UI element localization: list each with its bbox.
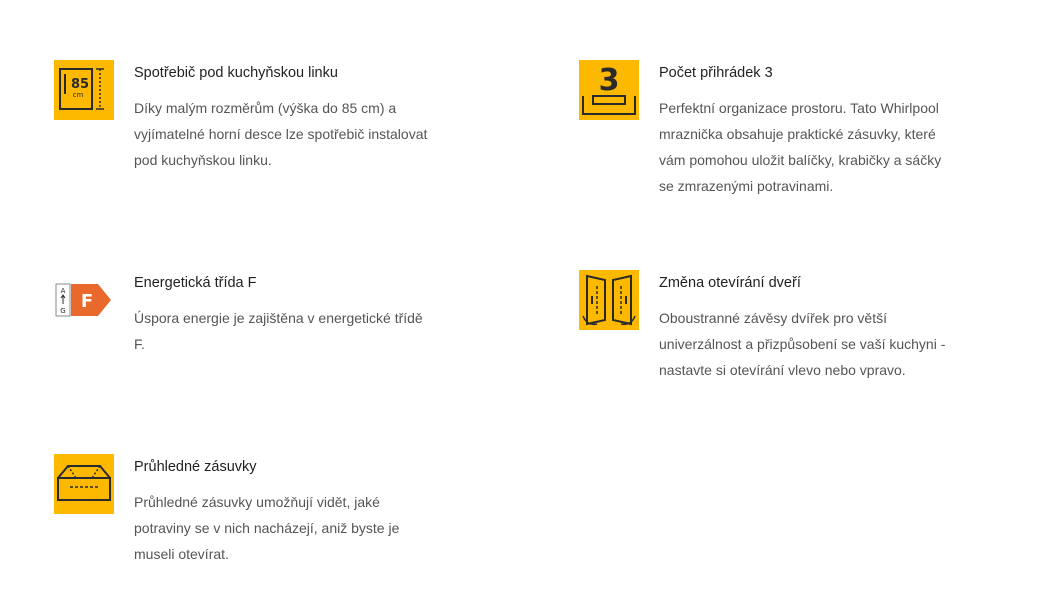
feature-description: Perfektní organizace prostoru. Tato Whirlpool mraznička obsahuje praktické zásuvky, které vám pomohou uložit balíčky, krabičky a sáčky se zmrazenými potravinami.: [659, 100, 942, 194]
feature-description: Díky malým rozměrům (výška do 85 cm) a vyjímatelné horní desce lze spotřebič instalovat pod kuchyňskou linku.: [134, 100, 428, 168]
feature-description: Průhledné zásuvky umožňují vidět, jaké potraviny se v nich nacházejí, aniž byste je museli otevírat.: [134, 494, 400, 562]
energy-class-letter: F: [80, 291, 94, 312]
three-drawers-icon: [579, 60, 639, 120]
icon-cm-text: cm: [72, 91, 84, 99]
transparent-drawer-icon: [54, 454, 114, 514]
feature-description: Úspora energie je zajištěna v energetické třídě F.: [134, 310, 423, 352]
energy-class-icon: [54, 270, 114, 330]
energy-scale-top: A: [60, 287, 66, 295]
feature-title: Spotřebič pod kuchyňskou linku: [134, 65, 338, 81]
feature-title: Energetická třída F: [134, 275, 257, 291]
feature-title: Průhledné zásuvky: [134, 459, 257, 475]
feature-description: Oboustranné závěsy dvířek pro větší univerzálnost a přizpůsobení se vaší kuchyni - nastavte si otevírání vlevo nebo vpravo.: [659, 310, 946, 378]
reversible-door-icon: [579, 270, 639, 330]
feature-title: Počet přihrádek 3: [659, 65, 773, 81]
feature-title: Změna otevírání dveří: [659, 275, 801, 291]
energy-scale-bottom: G: [60, 307, 66, 315]
icon-85-text: 85: [70, 77, 90, 92]
icon-3-text: 3: [598, 63, 620, 98]
under-counter-85cm-icon: [54, 60, 114, 120]
